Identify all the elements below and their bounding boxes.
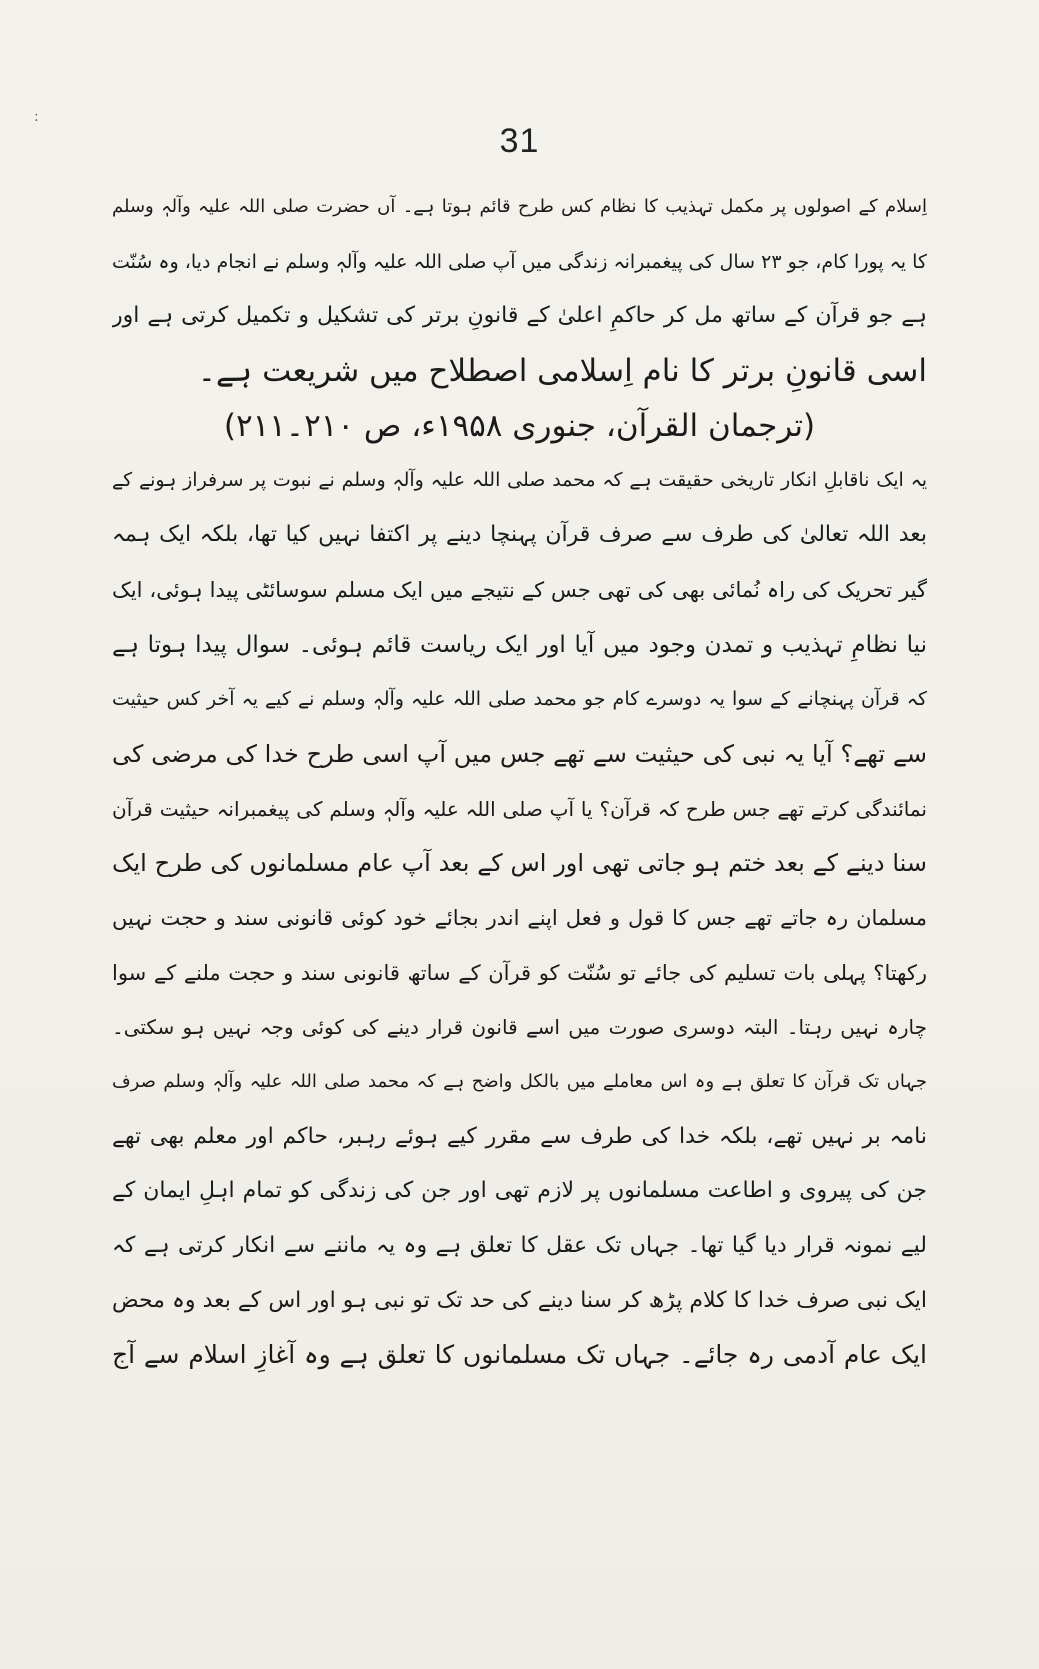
text-line: کا یہ پورا کام، جو ۲۳ سال کی پیغمبرانہ زندگی میں آپ صلی اللہ علیہ وآلہٖ وسلم نے انجام دیا، وہ سُنّت xyxy=(112,250,927,273)
body-text xyxy=(112,180,927,1383)
margin-marks: : xyxy=(34,109,39,125)
text-line: گیر تحریک کی راہ نُمائی بھی کی تھی جس کے نتیجے میں ایک مسلم سوسائٹی پیدا ہوئی، ایک xyxy=(112,577,927,602)
text-line: نیا نظامِ تہذیب و تمدن وجود میں آیا اور ایک ریاست قائم ہوئی۔ سوال پیدا ہوتا ہے xyxy=(112,631,927,658)
text-line: ایک عام آدمی رہ جائے۔ جہاں تک مسلمانوں کا تعلق ہے وہ آغازِ اسلام سے آج xyxy=(112,1340,927,1370)
text-line: سنا دینے کے بعد ختم ہو جاتی تھی اور اس کے بعد آپ عام مسلمانوں کی طرح ایک xyxy=(112,849,927,878)
text-line: جن کی پیروی و اطاعت مسلمانوں پر لازم تھی اور جن کی زندگی کو تمام اہلِ ایمان کے xyxy=(112,1178,927,1204)
text-line: اِسلام کے اصولوں پر مکمل تہذیب کا نظام کس طرح قائم ہوتا ہے۔ آں حضرت صلی اللہ علیہ وآلہٖ وسلم xyxy=(112,196,927,217)
text-line: چارہ نہیں رہتا۔ البتہ دوسری صورت میں اسے قانون قرار دینے کی کوئی وجہ نہیں ہو سکتی۔ xyxy=(112,1015,927,1040)
text-line: ایک نبی صرف خدا کا کلام پڑھ کر سنا دینے کی حد تک تو نبی ہو اور اس کے بعد وہ محض xyxy=(112,1287,927,1313)
text-line: بعد اللہ تعالیٰ کی طرف سے صرف قرآن پہنچا دینے پر اکتفا نہیں کیا تھا، بلکہ ایک ہمہ xyxy=(112,522,927,548)
text-line: رکھتا؟ پہلی بات تسلیم کی جائے تو سُنّت کو قرآن کے ساتھ قانونی سند و حجت ملنے کے سوا xyxy=(112,960,927,985)
text-line: کہ قرآن پہنچانے کے سوا یہ دوسرے کام جو محمد صلی اللہ علیہ وآلہٖ وسلم نے کیے یہ آخر کس حیثیت xyxy=(112,688,927,711)
text-line: سے تھے؟ آیا یہ نبی کی حیثیت سے تھے جس میں آپ اسی طرح خدا کی مرضی کی xyxy=(112,739,927,768)
citation: (ترجمان القرآن، جنوری ۱۹۵۸ء، ص ۲۱۰۔۲۱۱) xyxy=(223,407,816,444)
text-line: جہاں تک قرآن کا تعلق ہے وہ اس معاملے میں بالکل واضح ہے کہ محمد صلی اللہ علیہ وآلہٖ وسلم صرف xyxy=(112,1071,927,1092)
text-line: نمائندگی کرتے تھے جس طرح کہ قرآن؟ یا آپ صلی اللہ علیہ وآلہٖ وسلم کی پیغمبرانہ حیثیت قرآن xyxy=(112,796,927,821)
text-line: اسی قانونِ برتر کا نام اِسلامی اصطلاح میں شریعت ہے۔ xyxy=(197,353,927,390)
text-line: یہ ایک ناقابلِ انکار تاریخی حقیقت ہے کہ محمد صلی اللہ علیہ وآلہٖ وسلم نے نبوت پر سرفراز ہونے کے xyxy=(112,469,927,492)
text-line: ہے جو قرآن کے ساتھ مل کر حاکمِ اعلیٰ کے قانونِ برتر کی تشکیل و تکمیل کرتی ہے اور xyxy=(112,303,927,329)
text-line: نامہ بر نہیں تھے، بلکہ خدا کی طرف سے مقرر کیے ہوئے رہبر، حاکم اور معلم بھی تھے xyxy=(112,1123,927,1149)
page-number: 31 xyxy=(499,122,540,160)
text-line: لیے نمونہ قرار دیا گیا تھا۔ جہاں تک عقل کا تعلق ہے وہ یہ ماننے سے انکار کرتی ہے کہ xyxy=(112,1233,927,1259)
text-line: مسلمان رہ جاتے تھے جس کا قول و فعل اپنے اندر بجائے خود کوئی قانونی سند و حجت نہیں xyxy=(112,905,927,930)
